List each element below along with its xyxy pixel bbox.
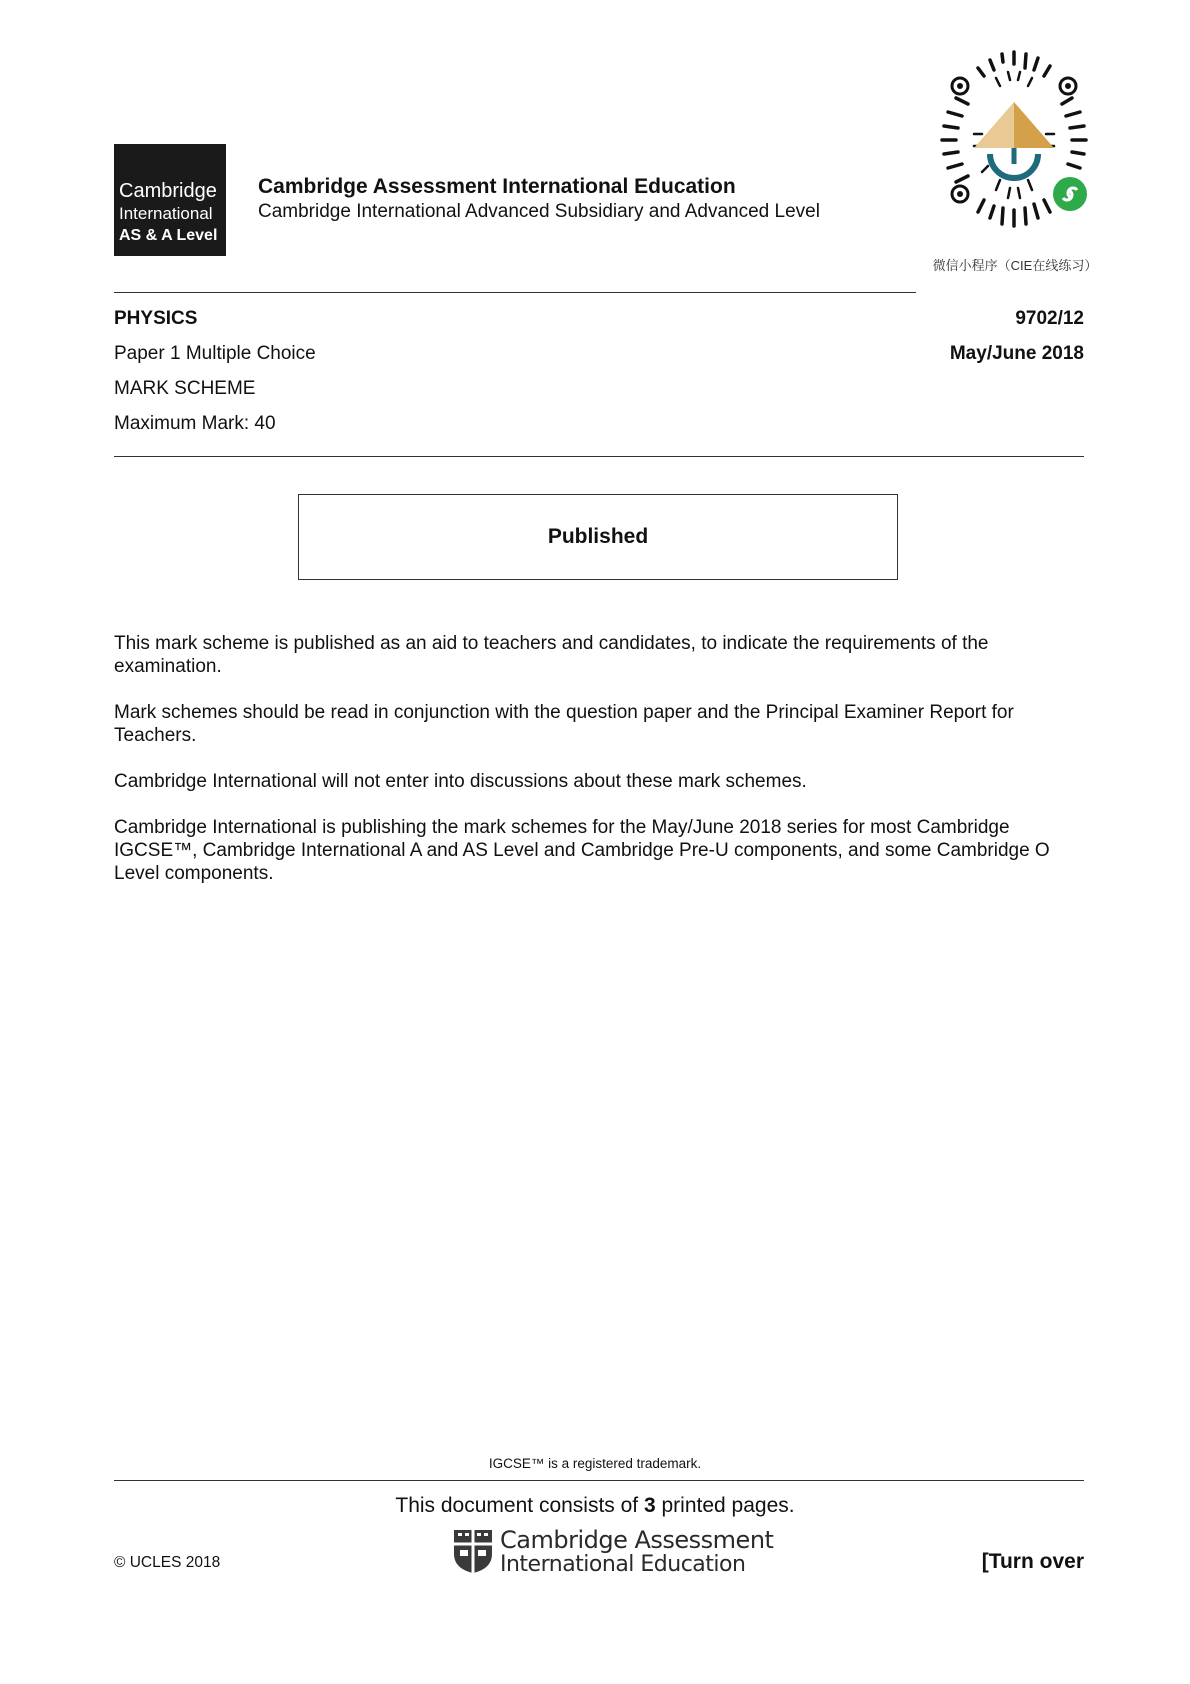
exam-series: May/June 2018 bbox=[949, 343, 1084, 364]
published-label: Published bbox=[547, 525, 649, 548]
footer-logo-line1: Cambridge Assessment bbox=[500, 1526, 774, 1554]
org-title: Cambridge Assessment International Education bbox=[258, 175, 736, 198]
footer-rule bbox=[114, 1480, 1084, 1481]
syllabus-code: 9702/12 bbox=[1015, 308, 1084, 329]
logo-line-cambridge: Cambridge bbox=[119, 180, 217, 202]
logo-line-level: AS & A Level bbox=[119, 227, 218, 244]
subject: PHYSICS bbox=[114, 308, 198, 329]
page-count: 3 bbox=[643, 1494, 656, 1517]
org-subtitle: Cambridge International Advanced Subsidiary and Advanced Level bbox=[258, 201, 820, 222]
info-rule bbox=[114, 456, 1084, 457]
paper-title: Paper 1 Multiple Choice bbox=[114, 343, 316, 364]
maximum-mark: Maximum Mark: 40 bbox=[114, 413, 276, 434]
university-crest-icon bbox=[452, 1528, 494, 1574]
paragraph-discussions: Cambridge International will not enter into discussions about these mark schemes. bbox=[114, 771, 807, 792]
qr-caption: 微信小程序（CIE在线练习） bbox=[932, 258, 1098, 273]
paragraph-publishing: Cambridge International is publishing the mark schemes for the May/June 2018 series for most Cambridge IGCSE™, Cambridge International A and AS Level and Cambridge Pre-U components, and some Cambridge O Level components. bbox=[114, 817, 1050, 884]
paragraph-conjunction: Mark schemes should be read in conjunction with the question paper and the Principal Examiner Report for Teachers. bbox=[114, 702, 1014, 746]
page-count-prefix: This document consists of bbox=[395, 1494, 644, 1517]
turn-over: [Turn over bbox=[981, 1550, 1084, 1573]
paragraph-purpose: This mark scheme is published as an aid to teachers and candidates, to indicate the requirements of the examination. bbox=[114, 633, 989, 677]
cambridge-assessment-logo bbox=[452, 1526, 774, 1578]
footer-logo-line2: International Education bbox=[500, 1552, 746, 1577]
page-count-suffix: printed pages. bbox=[655, 1494, 795, 1517]
cambridge-as-a-level-logo bbox=[114, 144, 226, 256]
trademark-note: IGCSE™ is a registered trademark. bbox=[488, 1456, 702, 1471]
header-rule bbox=[114, 292, 916, 293]
qr-code-icon[interactable] bbox=[922, 48, 1106, 232]
page-count-line bbox=[0, 1494, 1190, 1518]
document-type: MARK SCHEME bbox=[114, 378, 256, 399]
logo-line-international: International bbox=[119, 204, 213, 223]
body-text bbox=[114, 632, 1094, 908]
copyright: © UCLES 2018 bbox=[114, 1554, 221, 1571]
published-box bbox=[298, 494, 898, 580]
